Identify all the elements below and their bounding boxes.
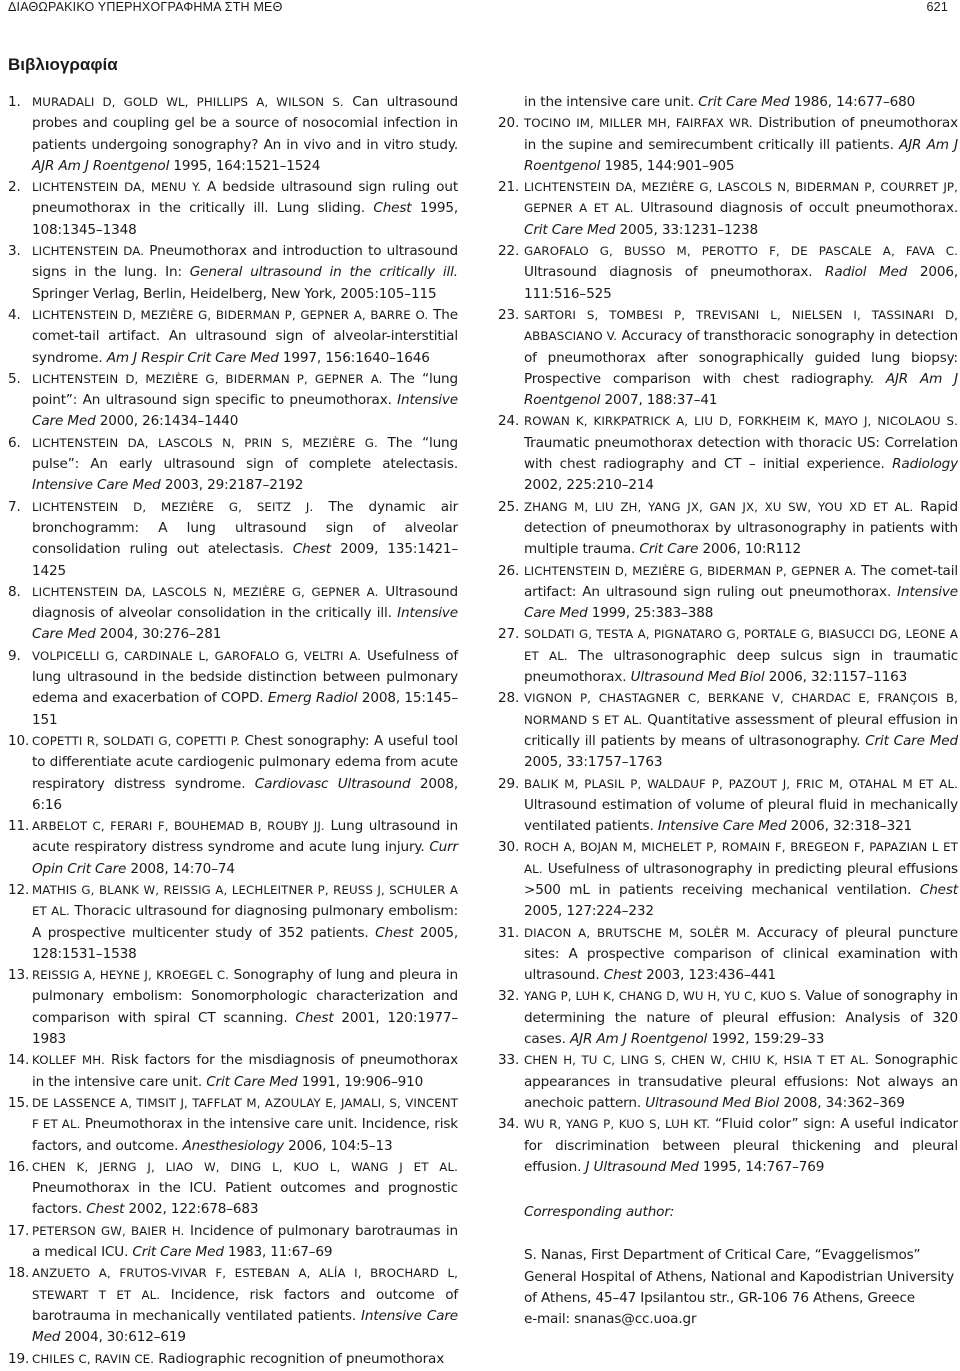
reference-citation: 2002, 122:678–683: [128, 1201, 259, 1218]
reference-journal: AJR Am J Roentgenol: [524, 136, 958, 174]
reference-title: Accuracy of transthoracic sonography in detection of pneumothorax after sonographically guided lung biopsy: Prospective comparison with chest radiography.: [524, 328, 958, 387]
reference-number: 4.: [8, 306, 21, 323]
reference-item: [498, 624, 958, 688]
reference-journal: Intensive Care Med: [32, 477, 161, 494]
page-number: 621: [926, 0, 948, 14]
reference-number: 13.: [8, 967, 30, 984]
reference-citation: 2008, 34:362–369: [783, 1094, 905, 1111]
reference-authors: REISSIG A, HEYNE J, KROEGEL C.: [32, 968, 230, 983]
reference-authors: VIGNON P, CHASTAGNER C, BERKANE V, CHARDAC E, FRANÇOIS B, NORMAND S ET AL.: [524, 691, 958, 727]
reference-authors: ROCH A, BOJAN M, MICHELET P, ROMAIN F, BREGEON F, PAPAZIAN L ET AL.: [524, 840, 958, 876]
reference-authors: DIACON A, BRUTSCHE M, SOLÈR M.: [524, 925, 751, 940]
section-title: Βιβλιογραφία: [8, 55, 118, 74]
reference-item: [8, 497, 458, 582]
reference-citation: 1992, 159:29–33: [711, 1031, 825, 1048]
reference-authors: YANG P, LUH K, CHANG D, WU H, YU C, KUO S.: [524, 989, 802, 1004]
reference-item: [8, 1221, 458, 1264]
reference-journal: Chest: [86, 1201, 125, 1218]
reference-citation: 2006, 111:516–525: [524, 264, 958, 302]
reference-citation: 2005, 33:1231–1238: [619, 221, 758, 238]
reference-authors: LICHTENSTEIN DA, MEZIÈRE G, LASCOLS N, BIDERMAN P, COURRET JP, GEPNER A ET AL.: [524, 180, 958, 216]
reference-authors: TOCINO IM, MILLER MH, FAIRFAX WR.: [524, 116, 753, 131]
reference-journal: Chest: [295, 1009, 334, 1026]
reference-number: 20.: [498, 115, 520, 132]
reference-title: Incidence of pulmonary barotraumas in a medical ICU.: [32, 1222, 459, 1261]
reference-journal: Intensive Care Med: [32, 605, 458, 643]
reference-title: Ultrasound diagnosis of occult pneumothorax.: [640, 200, 959, 217]
reference-item: [8, 1093, 458, 1157]
reference-item: [498, 1050, 958, 1114]
reference-number: 25.: [498, 498, 520, 515]
reference-number: 34.: [498, 1116, 520, 1133]
reference-citation: 2006, 10:R112: [702, 541, 802, 558]
reference-citation: 1995, 14:767–769: [702, 1158, 825, 1175]
reference-number: 26.: [498, 562, 520, 579]
reference-number: 18.: [8, 1265, 30, 1282]
reference-citation: 2003, 123:436–441: [646, 967, 776, 984]
reference-number: 28.: [498, 690, 520, 707]
reference-item: [8, 433, 458, 497]
reference-citation: 2006, 32:318–321: [790, 818, 913, 835]
reference-journal: Ultrasound Med Biol: [645, 1094, 780, 1111]
reference-authors: BALIK M, PLASIL P, WALDAUF P, PAZOUT J, FRIC M, OTAHAL M ET AL.: [524, 776, 958, 791]
corresponding-address: S. Nanas, First Department of Critical Care, “Evaggelismos” General Hospital of Athens, National and Kapodistrian University of Athens, 45–47 Ipsilantou str., GR-106 76 Athens, Greece: [524, 1247, 955, 1307]
reference-journal: General ultrasound in the critically ill.: [189, 264, 458, 281]
reference-journal: Crit Care: [639, 541, 699, 558]
reference-journal: Intensive Care Med: [32, 392, 458, 430]
reference-item: [498, 688, 958, 773]
reference-journal: Emerg Radiol: [267, 690, 358, 707]
reference-citation: 2005, 128:1531–1538: [32, 924, 458, 962]
reference-journal: Chest: [292, 541, 331, 558]
reference-item: [8, 369, 458, 433]
reference-citation: 1995, 164:1521–1524: [173, 157, 321, 174]
reference-journal: Chest: [919, 881, 958, 898]
reference-citation: 1999, 25:383–388: [591, 605, 714, 622]
corresponding-label: Corresponding author:: [524, 1204, 675, 1221]
reference-number: 29.: [498, 775, 520, 792]
references-right-list: [498, 92, 958, 1178]
reference-citation: 2002, 225:210–214: [524, 477, 654, 494]
reference-citation: 2005, 127:224–232: [524, 903, 654, 920]
reference-title: Radiographic recognition of pneumothorax: [158, 1350, 445, 1367]
reference-title: Sonographic appearances in transudative pleural effusions: Not always an anechoic pattern.: [524, 1052, 958, 1111]
corresponding-author: [498, 1202, 958, 1330]
reference-item: [8, 1263, 458, 1348]
running-header: [8, 0, 948, 18]
reference-journal: Am J Respir Crit Care Med: [106, 349, 279, 366]
reference-authors: LICHTENSTEIN DA, LASCOLS N, MEZIÈRE G, GEPNER A.: [32, 584, 379, 599]
reference-title: Lung ultrasound in acute respiratory distress syndrome and acute lung injury.: [32, 818, 458, 856]
reference-title: Ultrasound diagnosis of pneumothorax.: [524, 264, 813, 281]
reference-citation: 2003, 29:2187–2192: [164, 477, 304, 494]
reference-authors: LICHTENSTEIN D, MEZIÈRE G, BIDERMAN P, GEPNER A.: [32, 371, 383, 386]
reference-title: The ultrasonographic deep sulcus sign in traumatic pneumothorax.: [524, 647, 959, 686]
reference-authors: DE LASSENCE A, TIMSIT J, TAFFLAT M, AZOULAY E, JAMALI, S, VINCENT F ET AL.: [32, 1095, 458, 1132]
reference-item: [8, 1050, 458, 1093]
reference-authors: PETERSON GW, BAIER H.: [32, 1223, 185, 1238]
reference-citation: 2008, 14:70–74: [130, 860, 235, 877]
reference-number: 32.: [498, 988, 520, 1005]
reference-title: “Fluid color” sign: A useful indicator for discrimination between pleural thickening and pleural effusion.: [524, 1116, 958, 1175]
reference-item: [8, 965, 458, 1050]
reference-authors: LICHTENSTEIN D, MEZIÈRE G, SEITZ J.: [32, 499, 314, 514]
reference-item: [498, 774, 958, 838]
reference-item: [8, 1157, 458, 1221]
reference-title: Sonography of lung and pleura in pulmonary embolism: Sonomorphologic characterization and comparison with spiral CT scanning.: [32, 967, 458, 1026]
reference-authors: GAROFALO G, BUSSO M, PEROTTO F, DE PASCALE A, FAVA C.: [524, 244, 958, 259]
reference-citation: 1985, 144:901–905: [604, 157, 735, 174]
reference-item: [8, 731, 458, 816]
reference-title: The “lung pulse”: An early ultrasound sign of complete atelectasis.: [32, 434, 458, 473]
reference-title: Traumatic pneumothorax detection with thoracic US: Correlation with chest radiography and CT – initial experience.: [524, 434, 958, 473]
reference-journal: Crit Care Med: [698, 94, 790, 110]
reference-item: [8, 816, 458, 880]
reference-journal: Anesthesiology: [182, 1137, 284, 1154]
reference-journal: Intensive Care Med: [524, 583, 959, 622]
reference-journal: Ultrasound Med Biol: [630, 669, 765, 686]
reference-title: Usefulness of ultrasonography in predicting pleural effusions >500 mL in patients receiving mechanical ventilation.: [524, 860, 958, 898]
reference-citation: 1986, 14:677–680: [793, 94, 916, 110]
reference-number: 12.: [8, 881, 30, 898]
reference-item: [498, 986, 958, 1050]
references-left-column: [8, 92, 458, 1370]
reference-authors: ROWAN K, KIRKPATRICK A, LIU D, FORKHEIM K, MAYO J, NICOLAOU S.: [524, 414, 958, 429]
reference-item: [498, 497, 958, 561]
reference-citation: 1991, 19:906–910: [301, 1073, 424, 1090]
reference-number: 19.: [8, 1350, 30, 1367]
reference-journal: Crit Care Med: [865, 732, 958, 749]
reference-title: Chest sonography: A useful tool to differentiate acute cardiogenic pulmonary edema from acute respiratory distress syndrome.: [32, 732, 458, 792]
reference-item: [498, 411, 958, 496]
reference-item: [498, 241, 958, 305]
reference-number: 33.: [498, 1052, 520, 1069]
reference-journal: Chest: [603, 967, 642, 984]
reference-title: Pneumothorax in the ICU. Patient outcomes and prognostic factors.: [32, 1180, 458, 1218]
reference-journal: Cardiovasc Ultrasound: [254, 775, 411, 792]
reference-authors: SOLDATI G, TESTA A, PIGNATARO G, PORTALE G, BIASUCCI DG, LEONE A ET AL.: [524, 627, 958, 663]
reference-title: Rapid detection of pneumothorax by ultrasonography in patients with multiple trauma.: [524, 498, 959, 558]
reference-number: 3.: [8, 243, 21, 260]
reference-authors: COPETTI R, SOLDATI G, COPETTI P.: [32, 733, 240, 748]
reference-citation: 2008, 15:145–151: [32, 690, 459, 728]
reference-citation: 2005, 33:1757–1763: [524, 754, 663, 771]
reference-number: 15.: [8, 1094, 30, 1111]
reference-number: 8.: [8, 583, 21, 600]
reference-title: Pneumothorax in the intensive care unit. Incidence, risk factors, and outcome.: [32, 1116, 459, 1154]
reference-item: [8, 582, 458, 646]
reference-item: [498, 1114, 958, 1178]
reference-title: The comet-tail artifact: An ultrasound sign ruling out pneumothorax.: [524, 562, 958, 600]
reference-title: The “lung point”: An ultrasound sign specific to pneumothorax.: [32, 370, 458, 409]
reference-item: [498, 305, 958, 411]
reference-item: [498, 177, 958, 241]
reference-title: The dynamic air bronchogramm: A lung ultrasound sign of alveolar consolidation ruling out atelectasis.: [32, 498, 459, 558]
reference-citation: 1997, 156:1640–1646: [282, 349, 430, 366]
reference-title: in the intensive care unit.: [524, 94, 695, 110]
reference-journal: AJR Am J Roentgenol: [569, 1031, 708, 1048]
reference-title: Usefulness of lung ultrasound in the bedside distinction between pulmonary edema and exacerbation of COPD.: [32, 647, 458, 707]
reference-title: Distribution of pneumothorax in the supine and semirecumbent critically ill patients.: [524, 115, 958, 153]
reference-number: 30.: [498, 839, 520, 856]
reference-title: A bedside ultrasound sign ruling out pneumothorax in the critically ill. Lung sliding.: [32, 179, 458, 217]
reference-authors: LICHTENSTEIN D, MEZIÈRE G, BIDERMAN P, GEPNER A, BARRE O.: [32, 307, 429, 322]
reference-authors: MATHIS G, BLANK W, REISSIG A, LECHLEITNER P, REUSS J, SCHULER A ET AL.: [32, 882, 458, 919]
reference-item: [498, 92, 958, 113]
reference-number: 16.: [8, 1158, 30, 1175]
reference-citation: 2006, 104:5–13: [288, 1137, 393, 1154]
reference-number: 22.: [498, 243, 520, 260]
reference-authors: SARTORI S, TOMBESI P, TREVISANI L, NIELSEN I, TASSINARI D, ABBASCIANO V.: [524, 307, 958, 344]
reference-authors: ANZUETO A, FRUTOS-VIVAR F, ESTEBAN A, ALÍA I, BROCHARD L, STEWART T ET AL.: [32, 1266, 458, 1302]
reference-authors: WU R, YANG P, KUO S, LUH KT.: [524, 1117, 711, 1132]
reference-number: 27.: [498, 626, 520, 643]
reference-number: 10.: [8, 732, 30, 749]
reference-number: 7.: [8, 498, 21, 515]
reference-title: The comet-tail artifact. An ultrasound sign of alveolar-interstitial syndrome.: [32, 306, 458, 366]
reference-citation: 2000, 26:1434–1440: [99, 413, 239, 430]
reference-number: 11.: [8, 818, 30, 835]
reference-title: Accuracy of pleural puncture sites: A prospective comparison of clinical examination with ultrasound.: [524, 924, 959, 984]
reference-journal: AJR Am J Roentgenol: [32, 157, 170, 174]
reference-title: Quantitative assessment of pleural effusion in critically ill patients by means of ultrasonography.: [524, 711, 958, 749]
reference-number: 2.: [8, 179, 21, 196]
reference-journal: Crit Care Med: [132, 1244, 224, 1261]
reference-number: 6.: [8, 434, 21, 451]
reference-number: 21.: [498, 179, 520, 196]
reference-journal: Chest: [373, 200, 412, 217]
reference-citation: 2007, 188:37–41: [604, 392, 718, 409]
reference-authors: LICHTENSTEIN D, MEZIÈRE G, BIDERMAN P, GEPNER A.: [524, 563, 857, 578]
reference-citation: Springer Verlag, Berlin, Heidelberg, New York, 2005:105–115: [32, 285, 437, 302]
reference-citation: 2004, 30:276–281: [99, 626, 222, 643]
reference-citation: 2009, 135:1421–1425: [32, 541, 458, 579]
reference-title: Risk factors for the misdiagnosis of pneumothorax in the intensive care unit.: [32, 1052, 458, 1090]
reference-journal: AJR Am J Roentgenol: [524, 370, 959, 409]
reference-number: 1.: [8, 94, 21, 110]
reference-title: Value of sonography in determining the nature of pleural effusion: Analysis of 320 cases.: [524, 988, 959, 1048]
reference-item: [8, 1349, 458, 1370]
reference-journal: Intensive Care Med: [657, 818, 787, 835]
reference-authors: ARBELOT C, FERARI F, BOUHEMAD B, ROUBY JJ.: [32, 819, 325, 834]
reference-journal: Crit Care Med: [524, 221, 616, 238]
reference-journal: Crit Care Med: [206, 1073, 298, 1090]
reference-item: [498, 837, 958, 922]
reference-journal: Intensive Care Med: [32, 1307, 459, 1346]
reference-title: Can ultrasound probes and coupling gel be a source of nosocomial infection in patients undergoing sonography? An in vivo and in vitro study.: [32, 94, 458, 153]
reference-item: [8, 92, 458, 177]
reference-number: 9.: [8, 647, 21, 664]
reference-citation: 1983, 11:67–69: [227, 1244, 333, 1261]
reference-title: Ultrasound diagnosis of alveolar consolidation in the critically ill.: [32, 583, 459, 622]
reference-number: 5.: [8, 370, 21, 387]
reference-number: 14.: [8, 1052, 30, 1069]
reference-authors: KOLLEF MH.: [32, 1053, 105, 1068]
reference-authors: CHEN K, JERNG J, LIAO W, DING L, KUO L, WANG J ET AL.: [32, 1159, 458, 1174]
reference-title: Incidence, risk factors and outcome of barotrauma in mechanically ventilated patients.: [32, 1286, 459, 1324]
reference-item: [498, 113, 958, 177]
reference-number: 24.: [498, 413, 520, 430]
reference-item: [8, 646, 458, 731]
reference-title: Thoracic ultrasound for diagnosing pulmonary embolism: A prospective multicenter study of 352 patients.: [32, 903, 459, 941]
reference-title: Pneumothorax and introduction to ultrasound signs in the lung. In:: [32, 243, 459, 281]
reference-number: 17.: [8, 1222, 30, 1239]
reference-item: [8, 305, 458, 369]
reference-authors: LICHTENSTEIN DA, LASCOLS N, PRIN S, MEZIÈRE G.: [32, 435, 378, 450]
reference-authors: CHILES C, RAVIN CE.: [32, 1351, 155, 1366]
reference-journal: Curr Opin Crit Care: [32, 839, 458, 877]
reference-citation: 2001, 120:1977–1983: [32, 1009, 458, 1048]
reference-authors: MURADALI D, GOLD WL, PHILLIPS A, WILSON S.: [32, 95, 344, 109]
reference-journal: Radiol Med: [825, 264, 908, 281]
journal-title: ΔΙΑΘΩΡΑΚΙΚΟ ΥΠΕΡΗΧΟΓΡΑΦΗΜΑ ΣΤΗ ΜΕΘ: [8, 0, 283, 14]
reference-item: [8, 241, 458, 305]
reference-citation: 1995, 108:1345–1348: [32, 200, 458, 238]
reference-authors: LICHTENSTEIN DA.: [32, 244, 145, 259]
reference-authors: CHEN H, TU C, LING S, CHEN W, CHIU K, HSIA T ET AL.: [524, 1053, 869, 1068]
reference-authors: VOLPICELLI G, CARDINALE L, GAROFALO G, VELTRI A.: [32, 648, 362, 663]
reference-journal: Chest: [375, 924, 414, 941]
reference-journal: Radiology: [892, 456, 959, 473]
reference-title: Ultrasound estimation of volume of pleural fluid in mechanically ventilated patients.: [524, 796, 958, 835]
reference-citation: 2008, 6:16: [32, 775, 459, 813]
reference-citation: 2004, 30:612–619: [64, 1329, 186, 1346]
reference-number: 23.: [498, 306, 520, 323]
reference-item: [498, 561, 958, 625]
references-right-column: [498, 92, 958, 1331]
reference-journal: J Ultrasound Med: [585, 1158, 699, 1175]
reference-item: [8, 880, 458, 965]
reference-item: [498, 923, 958, 987]
reference-authors: LICHTENSTEIN DA, MENU Y.: [32, 180, 201, 195]
reference-authors: ZHANG M, LIU ZH, YANG JX, GAN JX, XU SW, YOU XD ET AL.: [524, 499, 914, 514]
corresponding-email: e-mail: snanas@cc.uoa.gr: [524, 1311, 697, 1328]
reference-number: 31.: [498, 924, 520, 941]
reference-citation: 2006, 32:1157–1163: [768, 669, 908, 686]
reference-item: [8, 177, 458, 241]
